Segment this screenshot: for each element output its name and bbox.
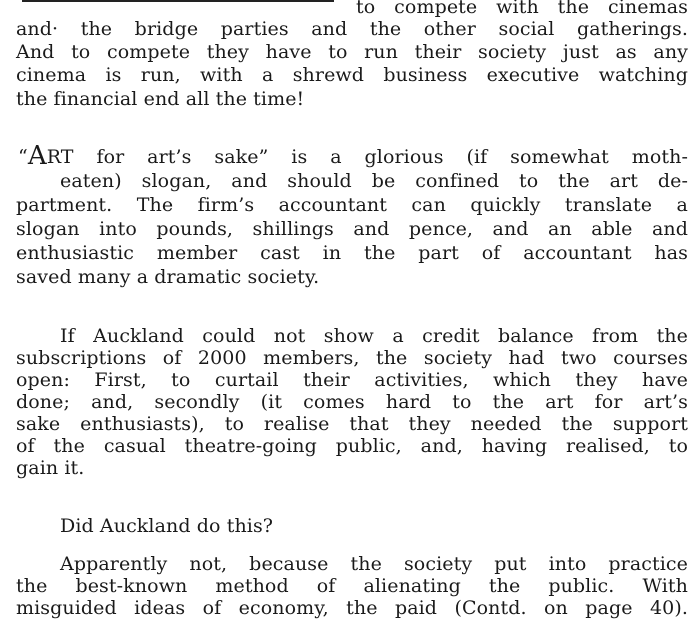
p4-line-1: Did Auckland do this? xyxy=(60,515,274,537)
p5-line-3: misguided ideas of economy, the paid (Contd. on page 40). xyxy=(16,597,688,619)
p5-line-1: Apparently not, because the society put into practice xyxy=(60,553,688,575)
p2-line-2: eaten) slogan, and should be confined to the art de- xyxy=(60,170,688,192)
p5-line-2: the best-known method of alienating the public. With xyxy=(16,575,688,597)
drop-cap: A xyxy=(27,141,47,171)
p3-line-7: gain it. xyxy=(16,457,85,479)
p3-line-3: open: First, to curtail their activities, which they have xyxy=(16,369,688,391)
p2-line-1-text: RT for art’s sake” is a glorious (if somewhat moth- xyxy=(46,146,688,168)
p1-line-1: to compete with the cinemas xyxy=(356,0,688,18)
p3-line-6: of the casual theatre-going public, and, having realised, to xyxy=(16,435,688,457)
p3-line-4: done; and, secondly (it comes hard to the art for art’s xyxy=(16,391,688,413)
p2-line-6: saved many a dramatic society. xyxy=(16,266,320,288)
p1-line-2: and· the bridge parties and the other social gatherings. xyxy=(16,18,688,40)
open-quote: “ xyxy=(18,146,28,168)
p3-line-5: sake enthusiasts), to realise that they needed the support xyxy=(16,413,688,435)
p2-line-3: partment. The firm’s accountant can quickly translate a xyxy=(16,194,688,216)
p3-line-2: subscriptions of 2000 members, the society had two courses xyxy=(16,347,688,369)
p3-line-1: If Auckland could not show a credit balance from the xyxy=(60,325,688,347)
p2-line-1 xyxy=(18,141,688,171)
p1-line-5: the financial end all the time! xyxy=(16,88,305,110)
column-rule xyxy=(22,0,334,2)
p2-line-4: slogan into pounds, shillings and pence, and an able and xyxy=(16,218,688,240)
p2-line-5: enthusiastic member cast in the part of accountant has xyxy=(16,242,688,264)
p1-line-3: And to compete they have to run their society just as any xyxy=(16,41,688,63)
p1-line-4: cinema is run, with a shrewd business executive watching xyxy=(16,64,688,86)
